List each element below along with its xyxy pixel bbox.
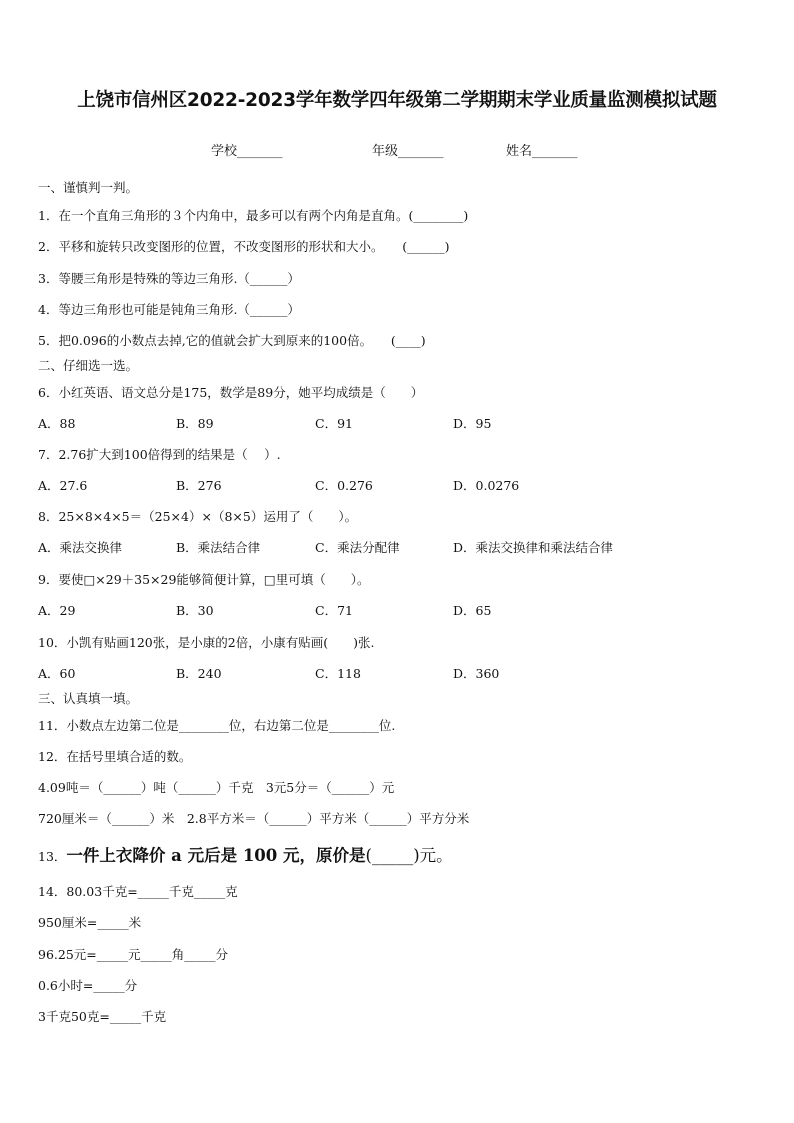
q9-option-d: D．65	[453, 603, 492, 618]
question-14-part-4: 0.6小时=_____分	[38, 978, 138, 993]
name-field: 姓名_______	[506, 144, 578, 159]
question-2: 2．平移和旋转只改变图形的位置，不改变图形的形状和大小。 (______)	[38, 239, 450, 254]
question-9: 9．要使□×29＋35×29能够简便计算，□里可填（ ）。	[38, 572, 370, 587]
question-11: 11．小数点左边第二位是________位，右边第二位是________位.	[38, 718, 396, 733]
q7-option-a: A．27.6	[38, 478, 88, 493]
question-14-part-3: 96.25元=_____元_____角_____分	[38, 947, 229, 962]
question-13-blank: (_____)元。	[365, 846, 453, 865]
question-10: 10．小凯有贴画120张，是小康的2倍，小康有贴画( )张.	[38, 635, 375, 650]
q7-option-b: B．276	[176, 478, 222, 493]
q6-option-c: C．91	[315, 416, 353, 431]
question-12-line-1: 4.09吨＝（______）吨（______）千克 3元5分＝（______）元	[38, 780, 395, 795]
q10-option-b: B．240	[176, 666, 222, 681]
school-field: 学校_______	[211, 144, 283, 159]
question-8: 8．25×8×4×5＝（25×4）×（8×5）运用了（ ）。	[38, 509, 358, 524]
q9-option-b: B．30	[176, 603, 214, 618]
q8-option-d: D．乘法交换律和乘法结合律	[453, 540, 614, 555]
q7-option-d: D．0.0276	[453, 478, 520, 493]
question-4: 4．等边三角形也可能是钝角三角形.（______）	[38, 302, 300, 317]
question-7: 7．2.76扩大到100倍得到的结果是（ ）.	[38, 447, 281, 462]
page-title: 上饶市信州区2022-2023学年数学四年级第二学期期末学业质量监测模拟试题	[77, 90, 717, 111]
q6-option-d: D．95	[453, 416, 492, 431]
q8-option-b: B．乘法结合律	[176, 540, 261, 555]
question-14-part-2: 950厘米=_____米	[38, 915, 142, 930]
question-14: 14．80.03千克=_____千克_____克	[38, 884, 238, 899]
question-6: 6．小红英语、语文总分是175，数学是89分，她平均成绩是（ ）	[38, 385, 424, 400]
question-12: 12．在括号里填合适的数。	[38, 749, 192, 764]
q7-option-c: C．0.276	[315, 478, 373, 493]
q8-option-a: A．乘法交换律	[38, 540, 123, 555]
q10-option-c: C．118	[315, 666, 361, 681]
section-heading-1: 一、谨慎判一判。	[38, 180, 139, 195]
q9-option-c: C．71	[315, 603, 353, 618]
q10-option-d: D．360	[453, 666, 500, 681]
grade-field: 年级_______	[372, 144, 444, 159]
q9-option-a: A．29	[38, 603, 76, 618]
section-heading-2: 二、仔细选一选。	[38, 358, 139, 373]
question-14-part-5: 3千克50克=_____千克	[38, 1009, 167, 1024]
question-13	[38, 846, 453, 866]
question-1: 1．在一个直角三角形的３个内角中，最多可以有两个内角是直角。(________)	[38, 208, 469, 223]
q8-option-c: C．乘法分配律	[315, 540, 400, 555]
question-13-number: 13．	[38, 849, 67, 864]
question-3: 3．等腰三角形是特殊的等边三角形.（______）	[38, 271, 300, 286]
question-13-text: 一件上衣降价 a 元后是 100 元，原价是	[66, 846, 366, 865]
question-5: 5．把0.096的小数点去掉,它的值就会扩大到原来的100倍。 (____)	[38, 333, 426, 348]
q6-option-b: B．89	[176, 416, 214, 431]
section-heading-3: 三、认真填一填。	[38, 691, 139, 706]
question-12-line-2: 720厘米＝（______）米 2.8平方米＝（______）平方米（______）平方分米	[38, 811, 470, 826]
q6-option-a: A．88	[38, 416, 76, 431]
q10-option-a: A．60	[38, 666, 76, 681]
